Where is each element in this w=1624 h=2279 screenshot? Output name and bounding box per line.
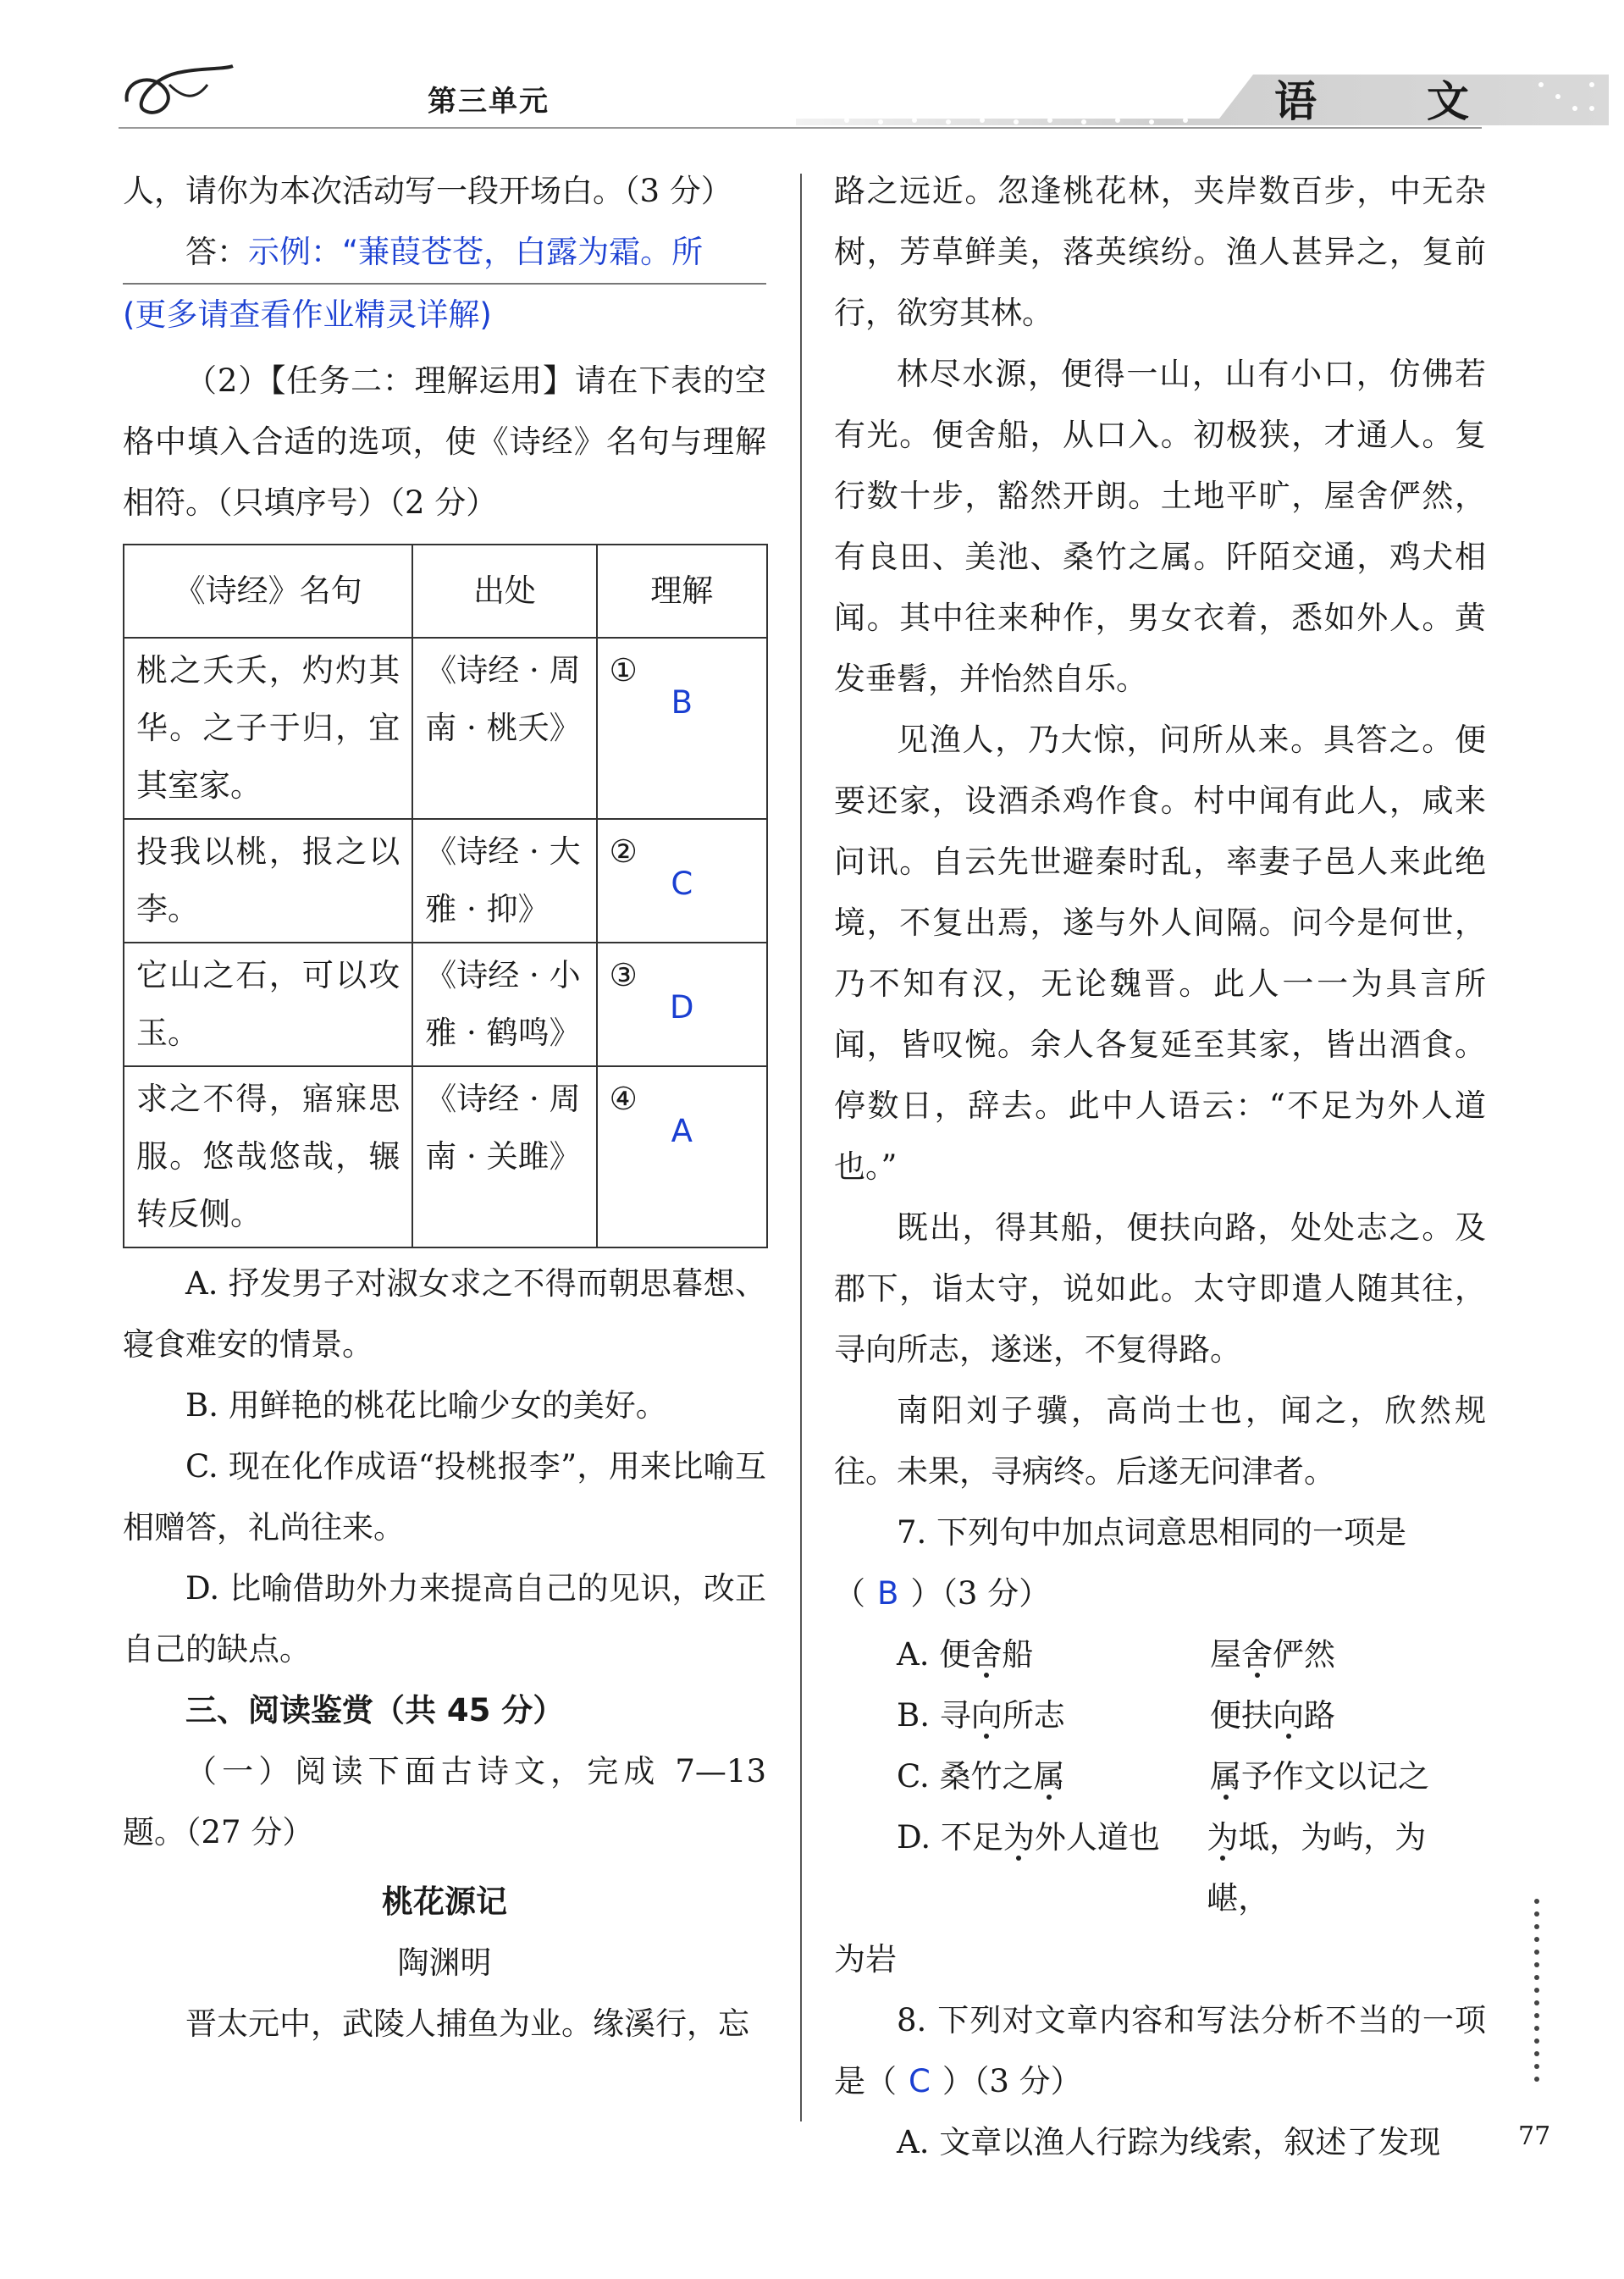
q7-answer: B xyxy=(877,1575,899,1612)
passage-paragraph: 林尽水源，便得一山，山有小口，仿佛若有光。便舍船，从口入。初极狭，才通人。复行数十步，豁然开朗。土地平旷，屋舍俨然，有良田、美池、桑竹之属。阡陌交通，鸡犬相闻。其中往来种作，男女衣着，悉如外人。黄发垂髫，并怡然自乐。 xyxy=(834,356,1486,697)
subject-title: 语 文 xyxy=(1274,77,1503,126)
table-header: 理解 xyxy=(597,545,767,638)
question-7 xyxy=(834,1502,1486,1624)
dotted-char: 属 xyxy=(1033,1758,1065,1795)
option-a: A. 抒发男子对淑女求之不得而朝思暮想、寝食难安的情景。 xyxy=(123,1265,766,1363)
table-row xyxy=(124,943,767,1066)
dotted-line-decoration xyxy=(1533,1897,1541,2092)
q7-paren: （ xyxy=(834,1575,865,1612)
q7-option-row: D. 不足为外人道也 为坻，为屿，为嵁， xyxy=(897,1819,1427,1917)
dotted-char: 舍 xyxy=(970,1636,1003,1673)
column-divider xyxy=(800,174,802,2121)
poem-title: 桃花源记 xyxy=(382,1883,507,1920)
filled-answer: A xyxy=(671,1113,693,1149)
blank-number: ③ xyxy=(609,957,638,993)
q7-stem: 7. 下列句中加点词意思相同的一项是 xyxy=(897,1514,1407,1551)
quote-cell: 它山之石，可以攻玉。 xyxy=(124,943,412,1066)
understanding-cell xyxy=(597,819,767,943)
dotted-char: 向 xyxy=(1273,1697,1304,1734)
quote-cell: 投我以桃，报之以李。 xyxy=(124,819,412,943)
page-number: 77 xyxy=(1518,2121,1551,2151)
q8-stem: 8. 下列对文章内容和写法分析不当的一项是（ xyxy=(834,2002,1486,2099)
q8-option-a: A. 文章以渔人行踪为线索，叙述了发现 xyxy=(897,2124,1441,2160)
dotted-char: 属 xyxy=(1210,1758,1241,1795)
table-row xyxy=(124,638,767,819)
section-title: 三、阅读鉴赏（共 45 分） xyxy=(185,1692,565,1729)
option-d: D. 比喻借助外力来提高自己的见识，改正自己的缺点。 xyxy=(123,1570,766,1668)
text-start: 晋太元中，武陵人捕鱼为业。缘溪行，忘 xyxy=(185,2005,749,2042)
q7-points: ）（3 分） xyxy=(910,1575,1051,1612)
table-row xyxy=(124,1066,767,1247)
section-intro: （一）阅读下面古诗文，完成 7—13 题。（27 分） xyxy=(123,1753,766,1850)
poetry-table xyxy=(123,544,768,1248)
answer-line xyxy=(123,222,766,285)
option-c: C. 现在化作成语“投桃报李”，用来比喻互相赠答，礼尚往来。 xyxy=(123,1448,766,1546)
dotted-char: 向 xyxy=(970,1697,1003,1734)
passage-paragraph: 路之远近。忽逢桃花林，夹岸数百步，中无杂树，芳草鲜美，落英缤纷。渔人甚异之，复前行，欲穷其林。 xyxy=(834,173,1486,331)
option-b: B. 用鲜艳的桃花比喻少女的美好。 xyxy=(185,1387,667,1424)
passage-paragraph: 既出，得其船，便扶向路，处处志之。及郡下，诣太守，说如此。太守即遣人随其往，寻向所志，遂迷，不复得路。 xyxy=(834,1209,1486,1368)
dotted-char: 舍 xyxy=(1241,1636,1273,1673)
dotted-char: 为 xyxy=(1207,1819,1239,1856)
more-link[interactable]: (更多请查看作业精灵详解) xyxy=(123,296,492,333)
blank-number: ② xyxy=(609,833,638,870)
task2-text: （2）【任务二：理解运用】请在下表的空格中填入合适的选项，使《诗经》名句与理解相符。（只填序号）（2 分） xyxy=(123,362,766,521)
filled-answer: B xyxy=(671,684,693,721)
passage-paragraph: 南阳刘子骥，高尚士也，闻之，欣然规往。未果，寻病终。后遂无问津者。 xyxy=(834,1392,1486,1490)
source-cell: 《诗经 · 周南 · 桃夭》 xyxy=(412,638,596,819)
q7-option-d-cont: 为岩 xyxy=(834,1941,897,1978)
table-header: 出处 xyxy=(412,545,596,638)
source-cell: 《诗经 · 周南 · 关雎》 xyxy=(412,1066,596,1247)
table-header: 《诗经》名句 xyxy=(124,545,412,638)
dotted-char: 为 xyxy=(1003,1819,1035,1856)
answer-prefix: 答： xyxy=(185,234,248,270)
intro-line: 人，请你为本次活动写一段开场白。（3 分） xyxy=(123,173,732,209)
understanding-cell xyxy=(597,943,767,1066)
table-header-row xyxy=(124,545,767,638)
filled-answer: D xyxy=(670,989,694,1026)
header-divider xyxy=(119,127,1482,129)
filled-answer: C xyxy=(671,866,693,902)
poem-author: 陶渊明 xyxy=(397,1944,492,1981)
blank-number: ① xyxy=(609,652,638,689)
logo-swirl-icon xyxy=(119,51,237,127)
left-column xyxy=(123,161,766,2055)
unit-title: 第三单元 xyxy=(428,85,550,119)
question-8 xyxy=(834,1990,1486,2112)
quote-cell: 桃之夭夭，灼灼其华。之子于归，宜其室家。 xyxy=(124,638,412,819)
understanding-cell xyxy=(597,1066,767,1247)
q7-option-row: B. 寻向所志 便扶向路 xyxy=(897,1697,1335,1734)
source-cell: 《诗经 · 大雅 · 抑》 xyxy=(412,819,596,943)
q8-answer: C xyxy=(909,2063,931,2099)
source-cell: 《诗经 · 小雅 · 鹤鸣》 xyxy=(412,943,596,1066)
table-row xyxy=(124,819,767,943)
q8-points: ）（3 分） xyxy=(942,2063,1082,2099)
passage-paragraph: 见渔人，乃大惊，问所从来。具答之。便要还家，设酒杀鸡作食。村中闻有此人，咸来问讯。自云先世避秦时乱，率妻子邑人来此绝境，不复出焉，遂与外人间隔。问今是何世，乃不知有汉，无论魏晋。此人一一为具言所闻，皆叹惋。余人各复延至其家，皆出酒食。停数日，辞去。此中人语云：“不足为外人道也。” xyxy=(834,722,1486,1185)
blank-number: ④ xyxy=(609,1081,638,1117)
quote-cell: 求之不得，寤寐思服。悠哉悠哉，辗转反侧。 xyxy=(124,1066,412,1247)
q7-option-row: A. 便舍船 屋舍俨然 xyxy=(897,1636,1335,1673)
q7-option-row: C. 桑竹之属 属予作文以记之 xyxy=(897,1758,1429,1795)
understanding-cell xyxy=(597,638,767,819)
answer-text: 示例：“蒹葭苍苍，白露为霜。所 xyxy=(248,234,704,270)
right-column xyxy=(834,161,1486,2173)
